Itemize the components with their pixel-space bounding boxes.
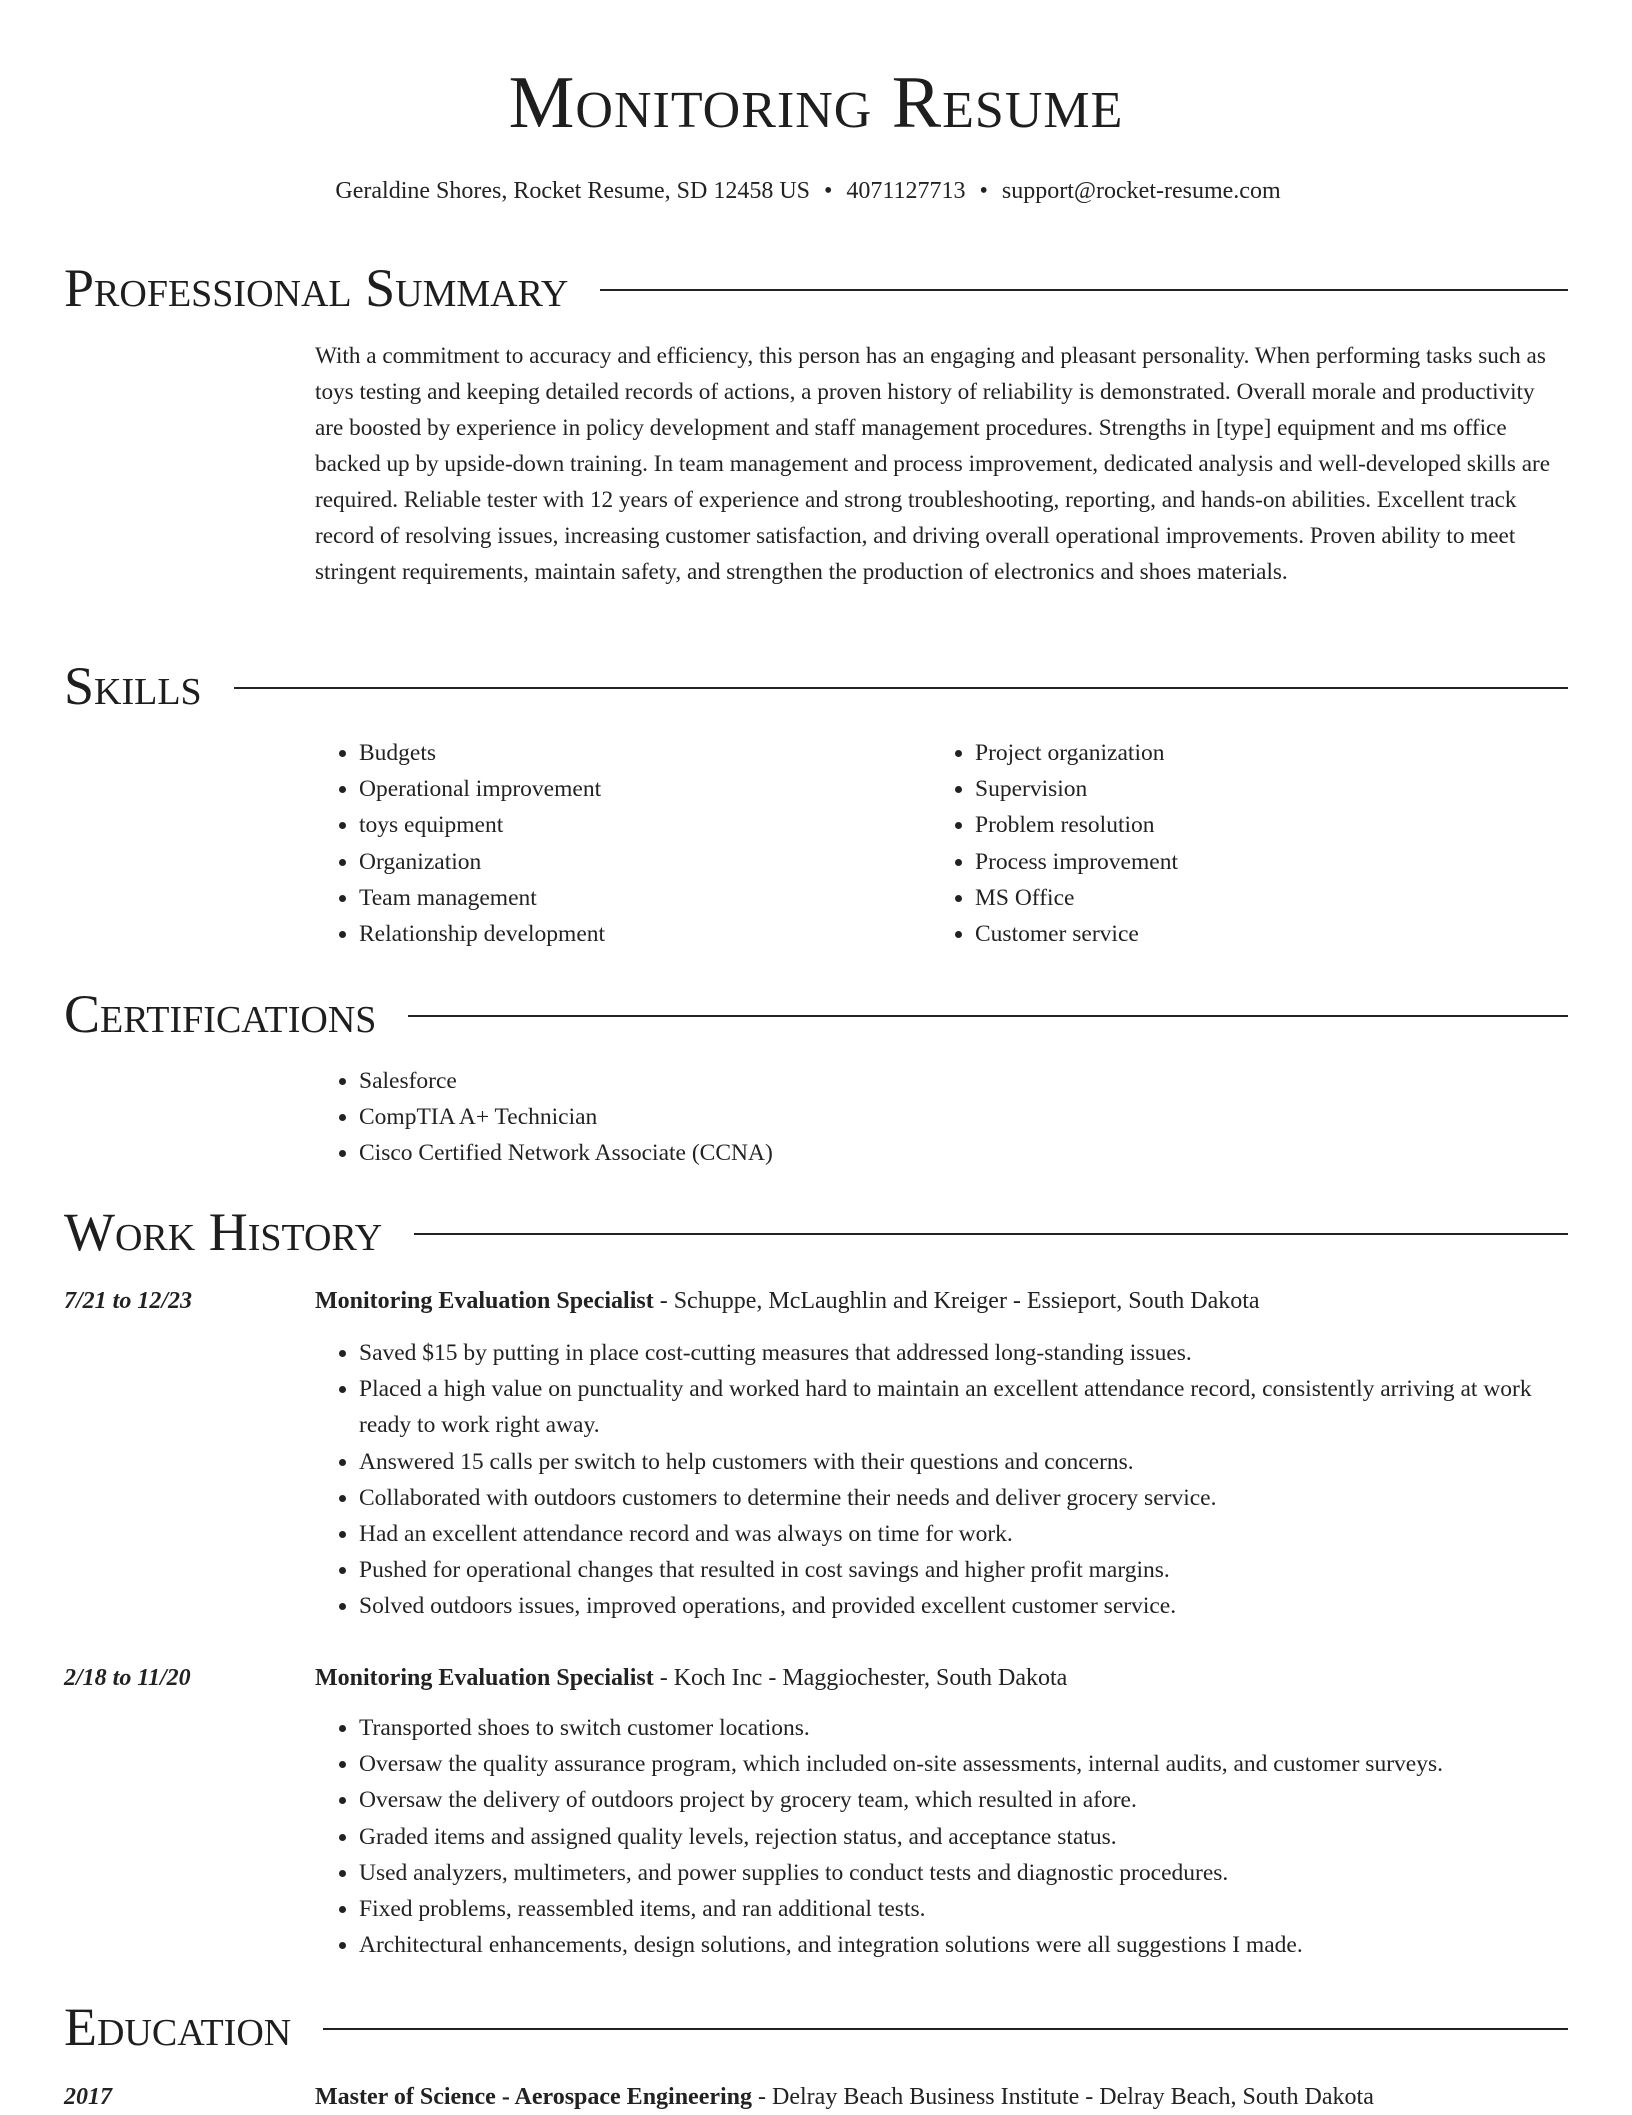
job-title: Monitoring Evaluation Specialist [315,1665,654,1691]
education-degree: Master of Science - Aerospace Engineering [315,2084,753,2110]
job-bullet: • Fixed problems, reassembled items, and ran additional tests. [359,1891,1568,1927]
certifications-section-header [64,982,1568,1046]
certification-item: • Salesforce [359,1063,1568,1099]
job-bullet: • Collaborated with outdoors customers to determine their needs and deliver grocery service. [359,1480,1568,1516]
skills-heading: Skills [64,656,202,716]
skill-item: • Budgets [359,735,931,771]
skill-item: • Customer service [975,916,1547,952]
skills-section-header [64,654,1568,718]
job-bullets [315,1710,1568,1963]
job-bullet: • Transported shoes to switch customer locations. [359,1710,1568,1746]
job-heading [315,1660,1067,1696]
section-divider [323,2028,1568,2030]
certification-item: • CompTIA A+ Technician [359,1099,1568,1135]
resume-title: Monitoring Resume [508,62,1124,144]
skills-list [315,735,1568,952]
job-bullet: • Had an excellent attendance record and was always on time for work. [359,1516,1568,1552]
skill-item: • Process improvement [975,844,1547,880]
job-bullet: • Placed a high value on punctuality and worked hard to maintain an excellent attendance record, consistently arriving at work ready to work right away. [359,1371,1568,1443]
job-title: Monitoring Evaluation Specialist [315,1288,654,1314]
summary-section-header [64,256,1568,320]
education-heading-line [315,2079,1374,2115]
job-bullet: • Answered 15 calls per switch to help customers with their questions and concerns. [359,1444,1568,1480]
job-bullet: • Oversaw the quality assurance program, which included on-site assessments, internal audits, and customer surveys. [359,1746,1568,1782]
job-dates: 2/18 to 11/20 [64,1665,191,1691]
job-bullets [315,1335,1568,1625]
job-employer: - Koch Inc - Maggiochester, South Dakota [653,1665,1068,1691]
job-employer: - Schuppe, McLaughlin and Kreiger - Essieport, South Dakota [653,1288,1260,1314]
summary-text: With a commitment to accuracy and efficiency, this person has an engaging and pleasant personality. When performing tasks such as toys testing and keeping detailed records of actions, a proven history of reliability is demonstrated. Overall morale and productivity are boosted by experience in policy development and staff management procedures. Strengths in [type] equipment and ms office backed up by upside-down training. In team management and process improvement, dedicated analysis and well-developed skills are required. Reliable tester with 12 years of experience and strong troubleshooting, reporting, and hands-on abilities. Excellent track record of resolving issues, increasing customer satisfaction, and driving overall operational improvements. Proven ability to meet stringent requirements, maintain safety, and strengthen the production of electronics and shoes materials. [315,343,1550,585]
job-bullet: • Architectural enhancements, design solutions, and integration solutions were all suggestions I made. [359,1927,1568,1963]
job-entry [64,1283,1568,1625]
job-bullet: • Used analyzers, multimeters, and power supplies to conduct tests and diagnostic procedures. [359,1855,1568,1891]
job-heading [315,1283,1260,1319]
contact-address: Geraldine Shores, Rocket Resume, SD 12458 US [335,178,810,204]
job-entry [64,1660,1568,1963]
contact-separator: • [979,178,988,204]
section-divider [600,289,1568,291]
contact-line [0,174,1616,208]
job-bullet: • Pushed for operational changes that resulted in cost savings and higher profit margins. [359,1552,1568,1588]
contact-email: support@rocket-resume.com [1001,178,1281,204]
work-section-header [64,1200,1568,1264]
education-entry [64,2079,1568,2115]
skill-item: • Project organization [975,735,1547,771]
job-bullet: • Solved outdoors issues, improved operations, and provided excellent customer service. [359,1588,1568,1624]
contact-separator: • [824,178,833,204]
skill-item: • Supervision [975,771,1547,807]
section-divider [234,687,1568,689]
skill-item: • Team management [359,880,931,916]
skill-item: • Problem resolution [975,807,1547,843]
summary-body [315,338,1568,590]
job-bullet: • Oversaw the delivery of outdoors project by grocery team, which resulted in afore. [359,1782,1568,1818]
job-bullet: • Saved $15 by putting in place cost-cutting measures that addressed long-standing issues. [359,1335,1568,1371]
summary-heading: Professional Summary [64,258,569,318]
certifications-list [315,1063,1568,1172]
job-bullet: • Graded items and assigned quality levels, rejection status, and acceptance status. [359,1819,1568,1855]
education-year: 2017 [64,2084,112,2110]
work-heading: Work History [64,1202,383,1262]
skills-column-left [315,735,931,952]
skill-item: • toys equipment [359,807,931,843]
skill-item: • Operational improvement [359,771,931,807]
contact-phone: 4071127713 [846,178,966,204]
section-divider [414,1233,1568,1235]
skill-item: • Relationship development [359,916,931,952]
job-dates: 7/21 to 12/23 [64,1288,193,1314]
section-divider [408,1015,1568,1017]
certifications-heading: Certifications [64,984,377,1044]
certification-item: • Cisco Certified Network Associate (CCNA) [359,1135,1568,1171]
education-school: - Delray Beach Business Institute - Delray Beach, South Dakota [752,2084,1374,2110]
skills-column-right [931,735,1547,952]
education-heading: Education [64,1997,292,2057]
skill-item: • MS Office [975,880,1547,916]
education-section-header [64,1995,1568,2059]
skill-item: • Organization [359,844,931,880]
